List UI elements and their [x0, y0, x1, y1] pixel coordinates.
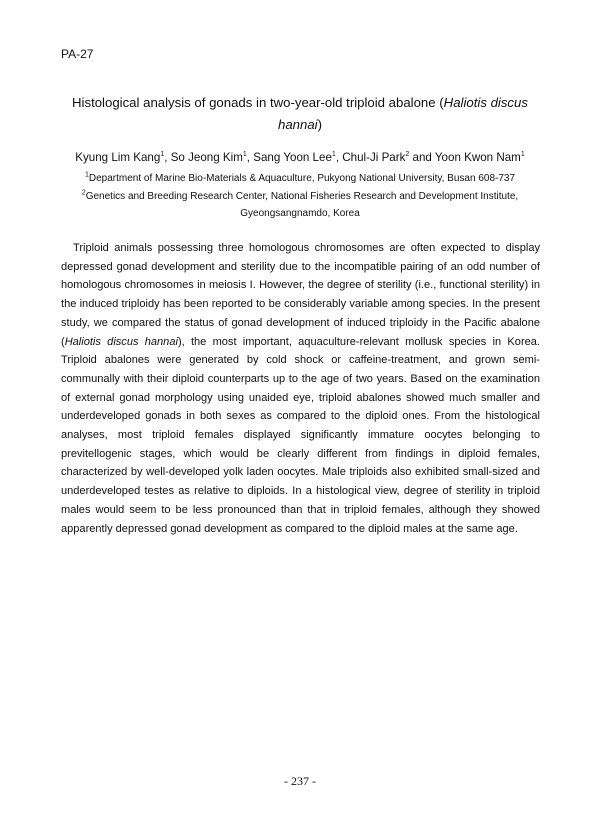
author-affiliation-mark: 2: [405, 151, 410, 159]
page-number: - 237 -: [284, 774, 316, 788]
author-separator: ,: [335, 151, 343, 164]
author-name: Chul-Ji Park: [342, 151, 406, 164]
abstract-species-name: Haliotis discus hannai: [64, 335, 178, 348]
title-text: Histological analysis of gonads in two-year-old triploid abalone (: [72, 95, 444, 110]
author-affiliation-mark: 1: [160, 151, 165, 159]
author-separator: and: [409, 151, 435, 164]
title-species-name: Haliotis discus hannai: [277, 95, 528, 132]
author-affiliation-mark: 1: [242, 151, 247, 159]
author-name: Yoon Kwon Nam: [434, 151, 521, 164]
author-name: Kyung Lim Kang: [75, 151, 161, 164]
affiliation-text: Genetics and Breeding Research Center, National Fisheries Research and Development Institute, Gyeongsangnamdo, Korea: [85, 191, 519, 219]
author-separator: ,: [246, 151, 254, 164]
affiliation-2: [60, 188, 540, 222]
affiliation-text: Department of Marine Bio-Materials & Aquaculture, Pukyong National University, Busan 608-737: [88, 173, 516, 184]
author-separator: ,: [164, 151, 171, 164]
abstract-code: PA-27: [61, 47, 94, 61]
abstract-text-part2: ), the most important, aquaculture-relevant mollusk species in Korea. Triploid abalones were generated by cold shock or caffeine-treatment, and grown semi-communally with their diploid counterparts up to the age of two years. Based on the examination of external gonad morphology using unaided eye, triploid abalones showed much smaller and underdeveloped gonads in both sexes as compared to the diploid ones. From the histological analyses, most triploid females displayed significantly immature oocytes belonging to previtellogenic stages, which would be clearly different from findings in diploid females, characterized by well-developed yolk laden oocytes. Male triploids also exhibited small-sized and underdeveloped testes as relative to diploids. In a histological view, degree of sterility in triploid males would seem to be less pronounced than that in triploid females, although they showed apparently depressed gonad development as compared to the diploid males at the same age.: [61, 335, 540, 535]
author-name: Sang Yoon Lee: [253, 151, 332, 164]
affiliation-number: 1: [84, 171, 89, 179]
affiliation-1: [60, 170, 540, 187]
abstract-text-part1: Triploid animals possessing three homologous chromosomes are often expected to display depressed gonad development and sterility due to the incompatible pairing of an odd number of homologous chromosomes in meiosis I. However, the degree of sterility (i.e., functional sterility) in the induced triploidy has been reported to be considerably variable among species. In the present study, we compared the status of gonad development of induced triploidy in the Pacific abalone (: [61, 242, 540, 348]
author-name: So Jeong Kim: [170, 151, 243, 164]
author-list: [60, 150, 540, 166]
abstract-body: [61, 239, 540, 538]
title-close: ): [317, 117, 322, 132]
author-affiliation-mark: 1: [331, 151, 336, 159]
affiliation-number: 2: [81, 189, 86, 197]
paper-title: [60, 92, 540, 136]
author-affiliation-mark: 1: [520, 151, 525, 159]
